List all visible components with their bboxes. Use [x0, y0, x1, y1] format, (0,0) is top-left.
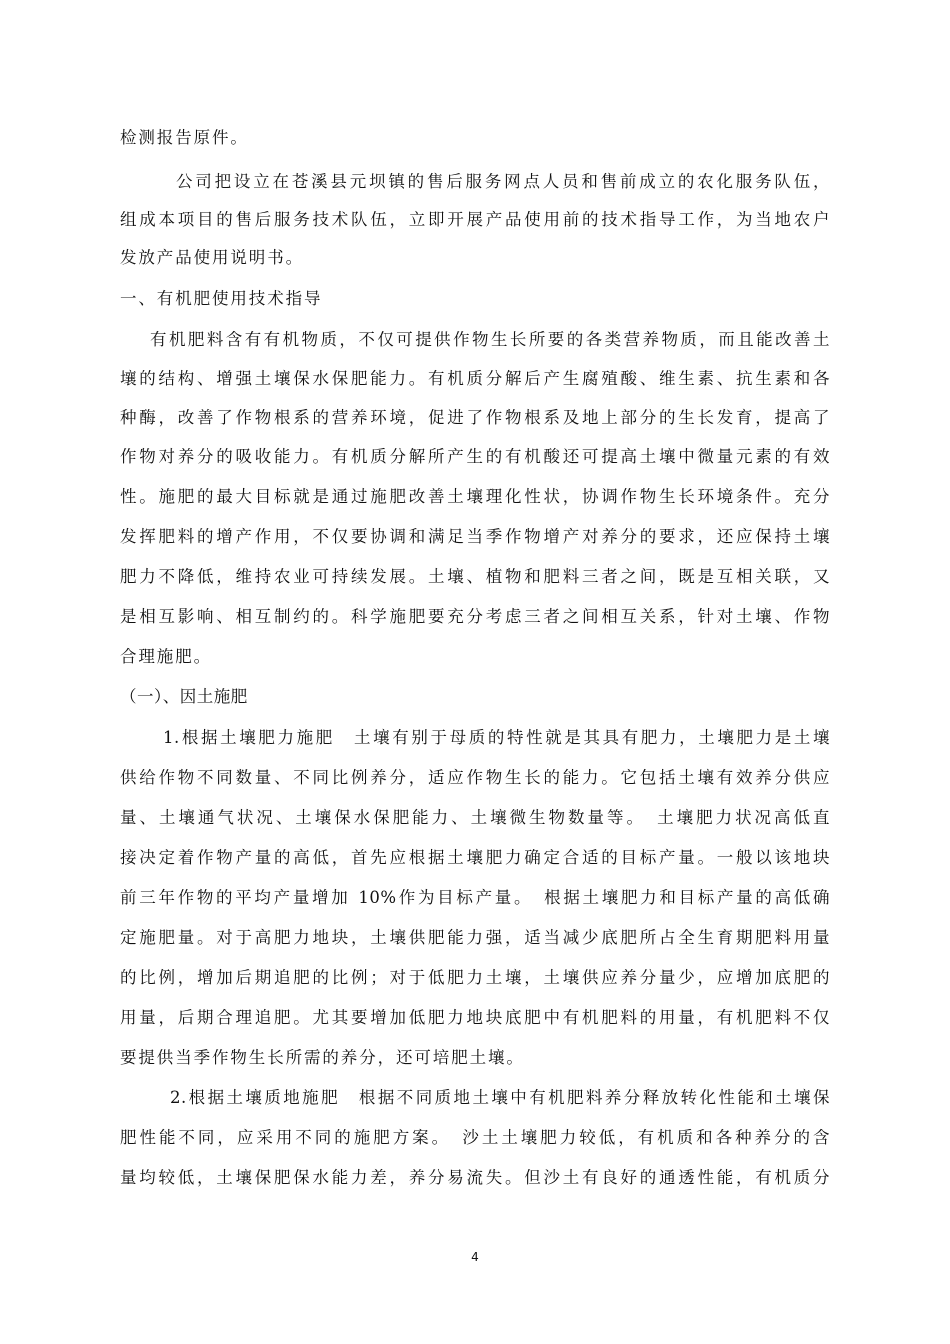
text-line: 肥力不降低，维持农业可持续发展。土壤、植物和肥料三者之间，既是互相关联，又 [120, 567, 830, 586]
subsection-heading: （一）、因土施肥 [120, 687, 248, 706]
text-line: 肥性能不同，应采用不同的施肥方案。 沙土土壤肥力较低，有机质和各种养分的含 [120, 1128, 830, 1147]
text-line: 合理施肥。 [120, 647, 212, 666]
text-line: 性。施肥的最大目标就是通过施肥改善土壤理化性状，协调作物生长环境条件。充分 [120, 487, 830, 506]
text-line: 组成本项目的售后服务技术队伍，立即开展产品使用前的技术指导工作，为当地农户 [120, 210, 830, 229]
text-line: 用量，后期合理追肥。尤其要增加低肥力地块底肥中有机肥料的用量，有机肥料不仅 [120, 1008, 830, 1027]
text-line: 有机肥料含有有机物质，不仅可提供作物生长所要的各类营养物质，而且能改善土 [150, 330, 830, 349]
text-line: 壤的结构、增强土壤保水保肥能力。有机质分解后产生腐殖酸、维生素、抗生素和各 [120, 369, 830, 388]
text-line: 发放产品使用说明书。 [120, 248, 304, 267]
text-line: 发挥肥料的增产作用，不仅要协调和满足当季作物增产对养分的要求，还应保持土壤 [120, 527, 830, 546]
text-line: 1.根据土壤肥力施肥 土壤有别于母质的特性就是其具有肥力，土壤肥力是土壤 [163, 728, 830, 747]
text-line: 量均较低，土壤保肥保水能力差，养分易流失。但沙土有良好的通透性能，有机质分 [120, 1168, 830, 1187]
page-number: 4 [471, 1250, 479, 1264]
text-line: 的比例，增加后期追肥的比例；对于低肥力土壤，土壤供应养分量少，应增加底肥的 [120, 968, 830, 987]
text-line: 是相互影响、相互制约的。科学施肥要充分考虑三者之间相互关系，针对土壤、作物 [120, 607, 830, 626]
text-line: 量、土壤通气状况、土壤保水保肥能力、土壤微生物数量等。 土壤肥力状况高低直 [120, 808, 830, 827]
text-line: 作物对养分的吸收能力。有机质分解所产生的有机酸还可提高土壤中微量元素的有效 [120, 447, 830, 466]
section-heading: 一、有机肥使用技术指导 [120, 289, 323, 308]
text-line: 供给作物不同数量、不同比例养分，适应作物生长的能力。它包括土壤有效养分供应 [120, 768, 830, 787]
text-line: 种酶，改善了作物根系的营养环境，促进了作物根系及地上部分的生长发育，提高了 [120, 408, 830, 427]
text-line: 检测报告原件。 [120, 128, 249, 147]
text-line: 公司把设立在苍溪县元坝镇的售后服务网点人员和售前成立的农化服务队伍， [176, 172, 830, 191]
text-line: 要提供当季作物生长所需的养分，还可培肥土壤。 [120, 1048, 525, 1067]
text-line: 定施肥量。对于高肥力地块，土壤供肥能力强，适当减少底肥所占全生育期肥料用量 [120, 928, 830, 947]
text-line: 前三年作物的平均产量增加 10%作为目标产量。 根据土壤肥力和目标产量的高低确 [120, 888, 830, 907]
text-line: 2.根据土壤质地施肥 根据不同质地土壤中有机肥料养分释放转化性能和土壤保 [170, 1088, 830, 1107]
text-line: 接决定着作物产量的高低，首先应根据土壤肥力确定合适的目标产量。一般以该地块 [120, 848, 830, 867]
